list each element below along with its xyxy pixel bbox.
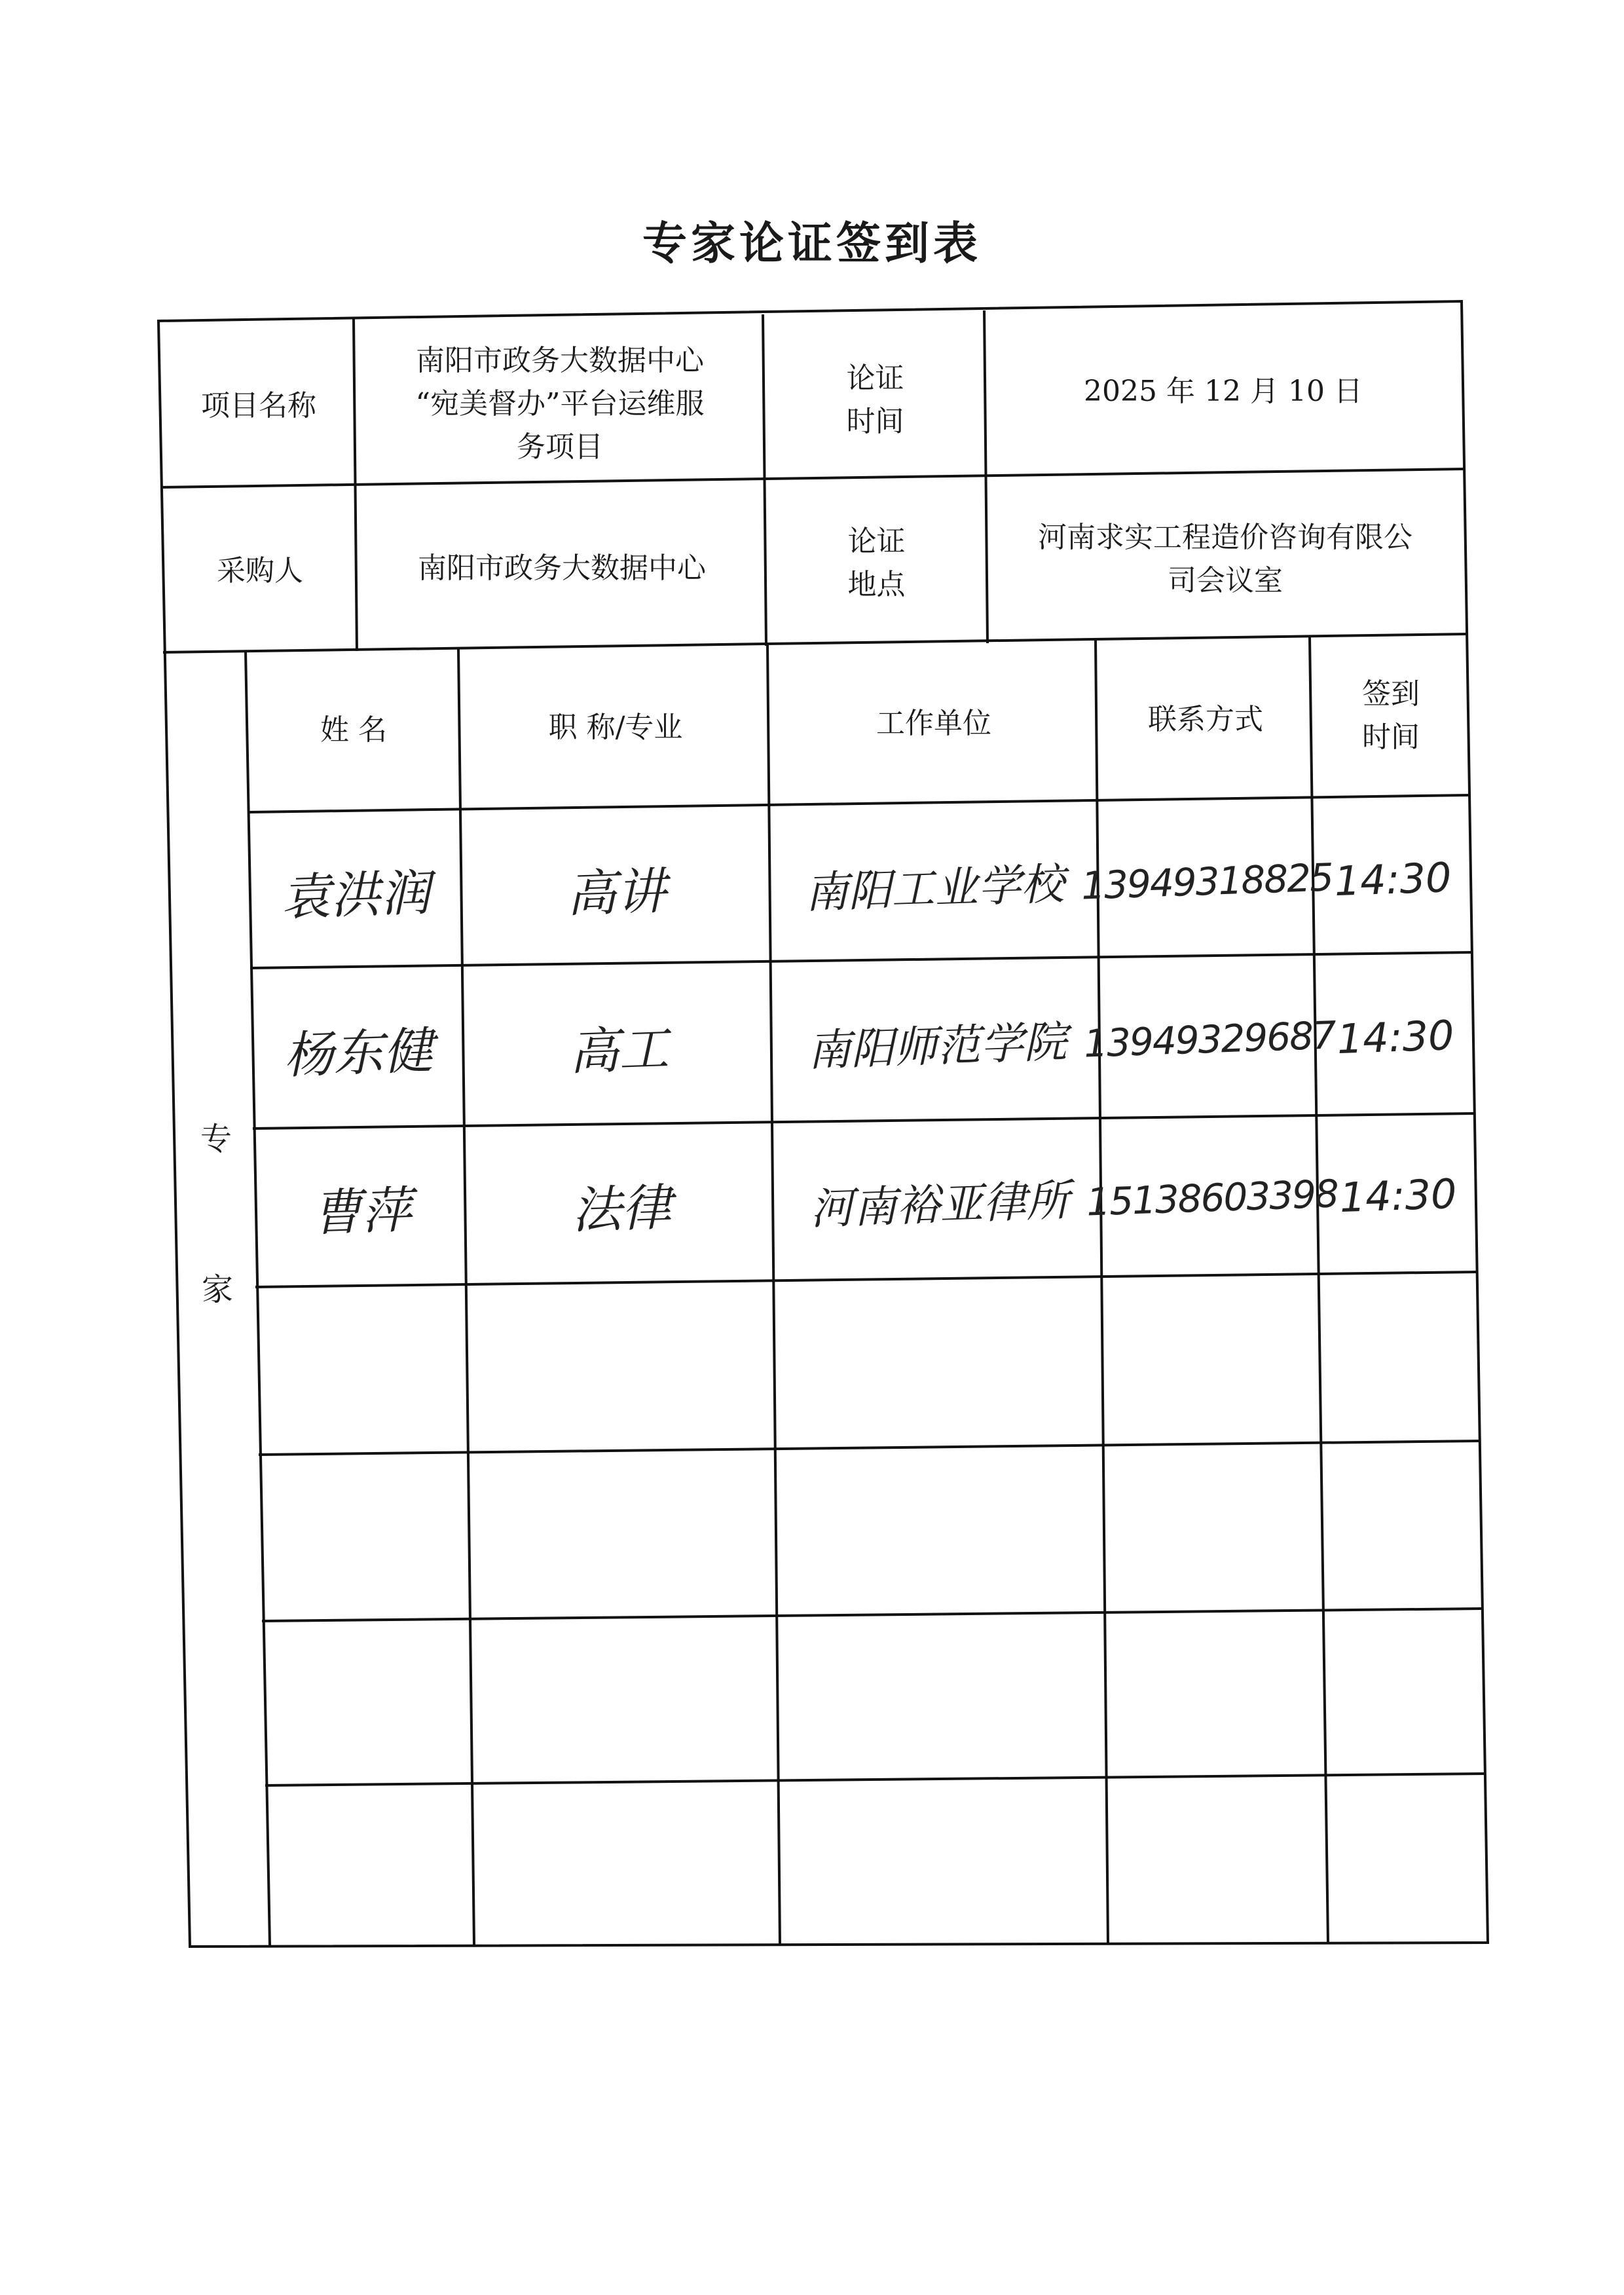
place-label-line: 论证 [847,525,906,558]
expert-title: 高讲 [565,861,667,924]
date-label-line: 时间 [846,405,904,438]
project-name-value [357,322,763,486]
header-signin-line: 时间 [1362,720,1420,754]
expert-name-signature: 曹萍 [310,1180,413,1242]
purchaser-value: 南阳市政务大数据中心 [418,551,706,585]
place-line: 司会议室 [1168,564,1283,597]
expert-unit: 南阳师范学院 [806,1016,1068,1076]
expert-signin-time: 14:30 [1336,1011,1455,1063]
place-label-line: 地点 [847,568,906,601]
expert-contact: 15138603398 [1085,1171,1339,1225]
project-name-line: 务项目 [517,430,603,464]
header-name: 姓 名 [320,713,387,747]
header-unit: 工作单位 [876,707,991,740]
expert-name-signature: 杨东健 [282,1020,434,1085]
expert-name-signature: 袁洪润 [280,863,432,927]
expert-signin-time: 14:30 [1338,1169,1458,1222]
header-title: 职 称/专业 [548,711,683,744]
experts-side-label-char: 专 [200,1121,232,1157]
expert-contact: 13949318825 [1080,855,1334,908]
date-label-line: 论证 [846,362,904,395]
place-value [989,481,1462,638]
expert-contact: 13949329687 [1082,1013,1337,1066]
date-value: 2025 年 12 月 10 日 [1084,375,1363,408]
page-title: 专家论证签到表 [642,218,982,270]
expert-signin-time: 14:30 [1333,853,1452,905]
purchaser-label: 采购人 [217,554,303,588]
expert-unit: 南阳工业学校 [803,858,1065,918]
place-label [767,485,986,642]
project-name-label: 项目名称 [201,389,316,422]
expert-title: 高工 [568,1018,670,1081]
place-line: 河南求实工程造价咨询有限公 [1038,521,1412,554]
header-signin-time [1314,641,1468,791]
expert-title: 法律 [570,1177,673,1240]
expert-unit: 河南裕亚律所 [809,1174,1071,1235]
header-contact: 联系方式 [1148,703,1263,736]
project-name-line: “宛美督办”平台运维服 [415,387,705,420]
project-name-line: 南阳市政务大数据中心 [416,344,704,377]
date-label [766,318,984,482]
experts-side-label-char: 家 [201,1271,233,1308]
header-signin-line: 签到 [1362,677,1420,711]
